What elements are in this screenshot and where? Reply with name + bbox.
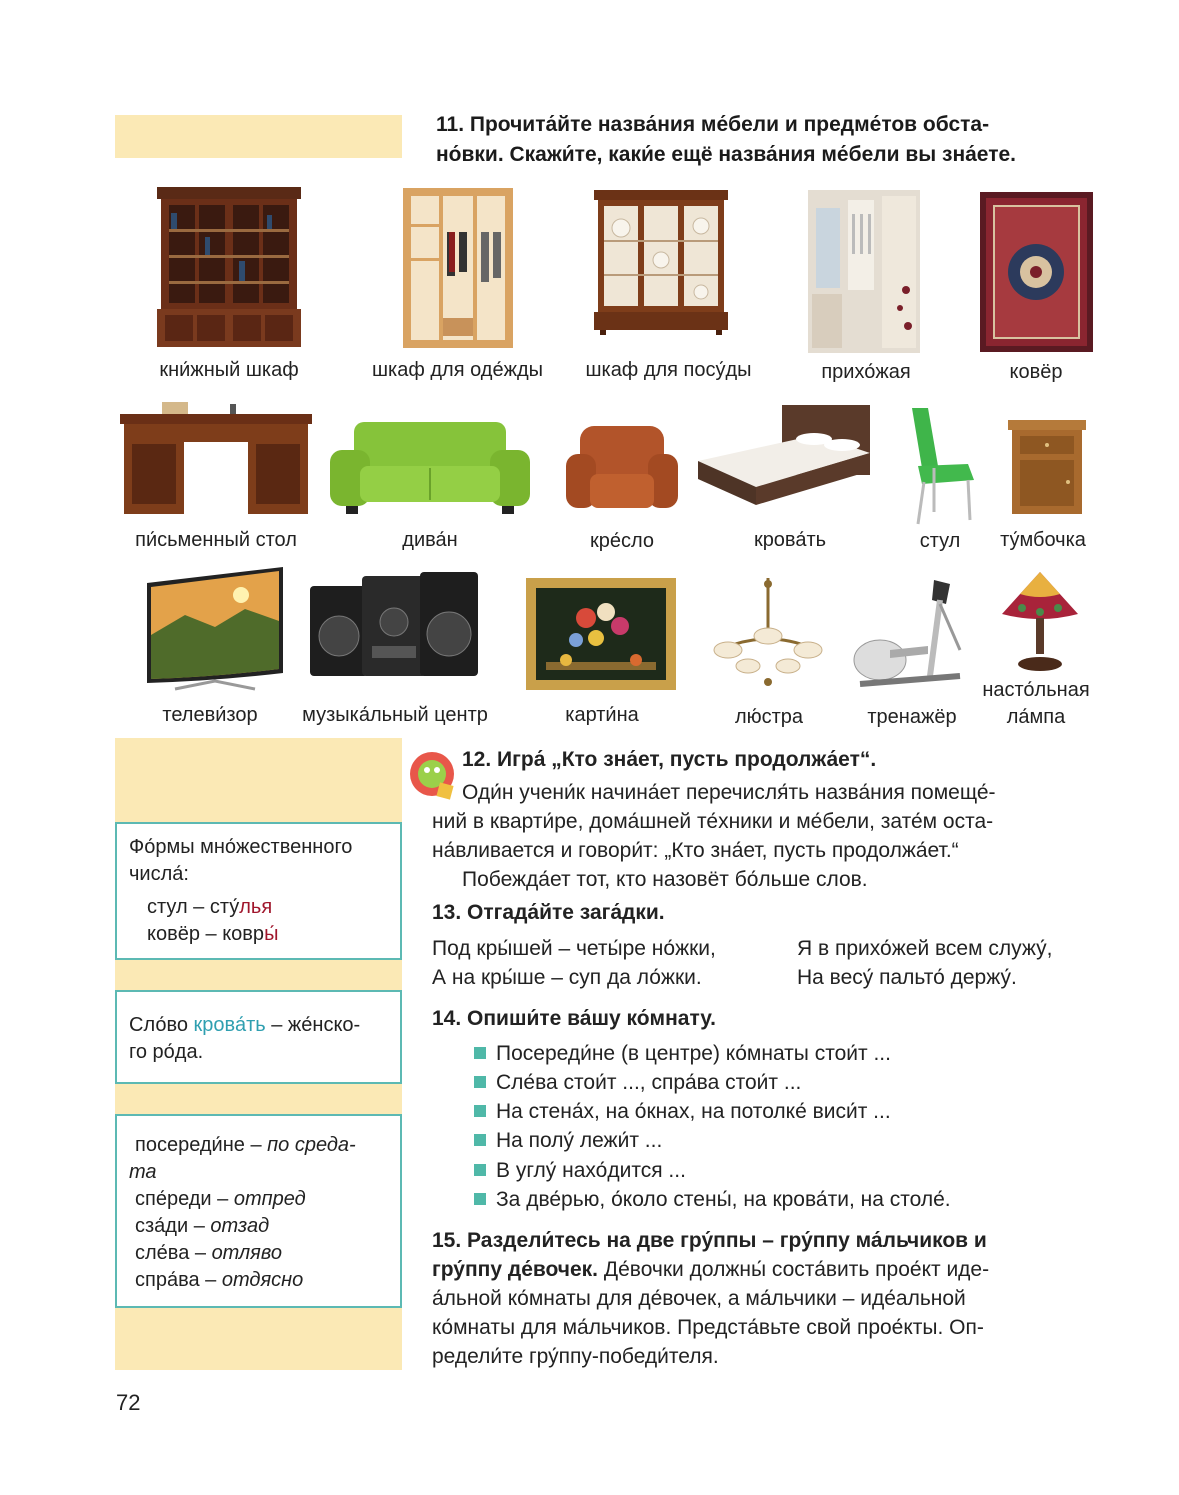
position-word-1-ru: посереди́не –: [135, 1134, 268, 1156]
list-item-text: На полу́ лежи́т ...: [496, 1129, 663, 1152]
plural-example-1-base: стул – сту́: [147, 896, 240, 918]
list-item: [474, 1039, 891, 1068]
exercise-15-line2: [432, 1255, 1096, 1284]
exercise-15-line2-text: Де́вочки должны́ соста́вить прое́кт иде-: [598, 1258, 990, 1281]
painting-image: [526, 578, 676, 690]
nightstand-image: [1008, 420, 1086, 520]
exercise-12-title: 12. Игра́ „Кто зна́ет, пусть продолжа́ет“.: [462, 748, 877, 771]
bed-image: [696, 405, 872, 513]
table-lamp-image: [1000, 572, 1080, 672]
position-word-4: [129, 1240, 390, 1267]
position-word-4-translation: отляво: [211, 1242, 282, 1264]
caption-chair: стул: [919, 530, 961, 552]
position-words-box: [115, 1114, 402, 1308]
plural-example-2: [129, 921, 390, 948]
armchair-image: [566, 424, 678, 516]
list-item-text: Посереди́не (в центре) ко́мнаты стои́т ...: [496, 1042, 891, 1065]
position-word-5: [129, 1267, 390, 1294]
plural-box-line1: Фо́рмы мно́жественного: [129, 836, 353, 858]
hallway-unit-image: [808, 190, 920, 353]
list-item: [474, 1156, 686, 1185]
list-item: [474, 1185, 951, 1214]
exercise-15-line3: а́льной ко́мнаты для де́вочек, а ма́льчики – иде́альной: [432, 1287, 966, 1310]
exercise-12-text: [432, 778, 1094, 894]
gender-note-box: [115, 990, 402, 1084]
position-word-4-ru: сле́ва –: [135, 1242, 212, 1264]
riddle-1-line1: Под кры́шей – четы́ре но́жки,: [432, 937, 716, 960]
riddle-2: [797, 934, 1053, 992]
bullet-square-icon: [474, 1134, 486, 1146]
exercise-12-line4: Побежда́ет тот, кто назовёт бо́льше слов.: [462, 868, 868, 891]
position-word-1: [129, 1132, 390, 1159]
position-word-1-translation: по средa-: [267, 1134, 356, 1156]
exercise-15-title-end: гру́ппу де́вочек.: [432, 1258, 599, 1281]
wardrobe-image: [403, 188, 513, 348]
music-center-image: [310, 572, 478, 680]
caption-wardrobe: шкаф для оде́жды: [372, 359, 543, 381]
list-item-text: Сле́ва стои́т ..., спра́ва стои́т ...: [496, 1071, 802, 1094]
list-item-text: На стена́х, на о́кнах, на потолке́ виси́т ...: [496, 1100, 891, 1123]
caption-painting: карти́на: [565, 704, 639, 726]
exercise-11-line1: 11. Прочита́йте назва́ния ме́бели и предме́тов обста-: [436, 113, 990, 136]
carpet-image: [980, 192, 1093, 352]
riddle-1: [432, 934, 716, 992]
list-item: [474, 1126, 662, 1155]
position-word-1-translation-cont: та: [129, 1161, 157, 1183]
riddle-1-line2: А на кры́ше – суп да ло́жки.: [432, 966, 702, 989]
sidebar-band-top: [115, 115, 402, 158]
list-item: [474, 1068, 801, 1097]
exercise-13-title: 13. Отгада́йте зага́дки.: [432, 901, 665, 924]
caption-bed: крова́ть: [753, 529, 827, 551]
exercise-11-line2: но́вки. Скажи́те, каки́е ещё назва́ния ме́бели вы зна́ете.: [436, 143, 1017, 166]
exercise-12-line2: ний в кварти́ре, дома́шней те́хники и ме́бели, зате́м оста-: [432, 810, 994, 833]
list-item-text: За две́рью, о́коло стены́, на крова́ти, на столе́.: [496, 1188, 951, 1211]
chandelier-image: [712, 578, 824, 688]
bookcase-image: [155, 187, 303, 347]
chair-image: [904, 408, 976, 526]
caption-exercise-machine: тренажёр: [867, 706, 957, 728]
riddle-2-line2: На весу́ пальто́ держу́.: [797, 966, 1017, 989]
gender-note-line1: [129, 1012, 390, 1039]
caption-sofa: дива́н: [402, 529, 458, 551]
gender-note-line2: го ро́да.: [129, 1041, 204, 1063]
exercise-15-line1: 15. Раздели́тесь на две гру́ппы – гру́ппу ма́льчиков и: [432, 1229, 987, 1252]
exercise-machine-image: [850, 580, 966, 700]
list-item-text: В углу́ нахо́дится ...: [496, 1159, 686, 1182]
caption-table-lamp: [970, 677, 1102, 731]
caption-hallway: прихо́жая: [821, 361, 911, 383]
china-cabinet-image: [594, 190, 728, 335]
caption-armchair: кре́сло: [589, 530, 654, 552]
exercise-15-line4: ко́мнаты для ма́льчиков. Предста́вьте свой прое́кты. Оп-: [432, 1316, 984, 1339]
exercise-12-line3: на́вливается и говори́т: „Кто зна́ет, пусть продолжа́ет.“: [432, 839, 959, 862]
exercise-11-title: [436, 110, 1096, 170]
caption-nightstand: ту́мбочка: [1000, 529, 1086, 551]
position-word-3-translation: отзад: [210, 1215, 270, 1237]
exercise-15: [432, 1226, 1096, 1371]
plural-example-1: [129, 894, 390, 921]
bullet-square-icon: [474, 1076, 486, 1088]
caption-tv: телеви́зор: [162, 704, 258, 726]
plural-example-2-ending: ы́: [264, 923, 279, 945]
caption-china-cabinet: шкаф для посу́ды: [585, 359, 752, 381]
exercise-14-title: 14. Опиши́те ва́шу ко́мнату.: [432, 1007, 716, 1030]
position-word-2-translation: отпред: [233, 1188, 306, 1210]
plural-forms-box: [115, 822, 402, 960]
tv-image: [145, 565, 285, 693]
caption-bookcase: кни́жный шкаф: [159, 359, 299, 381]
sofa-image: [330, 420, 530, 516]
caption-writing-desk: пи́сьменный стол: [135, 529, 297, 551]
bullet-square-icon: [474, 1047, 486, 1059]
plural-example-1-ending: лья: [239, 896, 273, 918]
caption-carpet: ковёр: [1009, 361, 1063, 383]
caption-chandelier: лю́стра: [734, 706, 804, 728]
list-item: [474, 1097, 891, 1126]
plural-example-2-base: ковёр – ковр: [147, 923, 265, 945]
caption-music-center: музыка́льный центр: [302, 704, 488, 726]
riddle-2-line1: Я в прихо́жей всем служу́,: [797, 937, 1053, 960]
plural-box-line2: числа́:: [129, 863, 189, 885]
page-number: 72: [116, 1390, 141, 1415]
position-word-3: [129, 1213, 390, 1240]
position-word-5-translation: отдясно: [221, 1269, 304, 1291]
gender-note-suffix: – же́нско-: [265, 1014, 361, 1036]
position-word-2: [129, 1186, 390, 1213]
position-word-5-ru: спра́ва –: [135, 1269, 222, 1291]
position-word-1-cont: [129, 1159, 390, 1186]
caption-table-lamp-line2: ла́мпа: [1006, 706, 1066, 728]
bullet-square-icon: [474, 1164, 486, 1176]
caption-table-lamp-line1: насто́льная: [982, 679, 1090, 701]
position-word-3-ru: сза́ди –: [135, 1215, 211, 1237]
gender-note-prefix: Сло́во: [129, 1014, 194, 1036]
gender-note-word: крова́ть: [193, 1014, 266, 1036]
writing-desk-image: [120, 400, 312, 518]
position-word-2-ru: спе́реди –: [135, 1188, 234, 1210]
exercise-15-line5: редели́те гру́ппу-победи́теля.: [432, 1345, 719, 1368]
bullet-square-icon: [474, 1105, 486, 1117]
bullet-square-icon: [474, 1193, 486, 1205]
exercise-12-line1: Оди́н учени́к начина́ет перечисля́ть назва́ния помеще́-: [462, 781, 996, 804]
